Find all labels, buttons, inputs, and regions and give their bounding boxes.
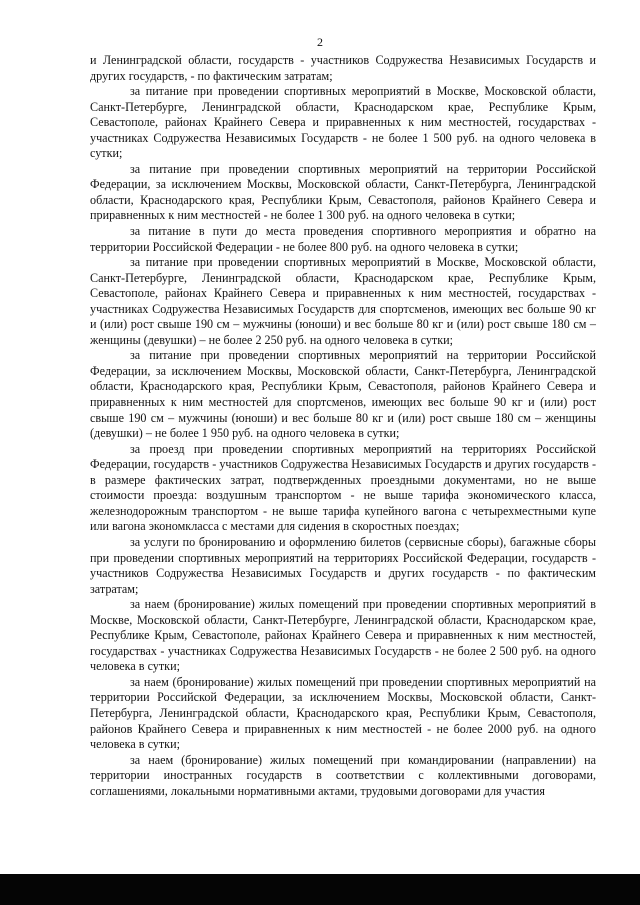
document-body bbox=[90, 53, 596, 799]
paragraph-5: за питание при проведении спортивных мероприятий в Москве, Московской области, Санкт-Петербурге, Ленинградской области, Краснодарском крае, Республике Крым, Севастополе, районах Крайнего Севера и приравненных к ним местностей, государствах - участниках Содружества Независимых Государств для спортсменов, имеющих вес больше 90 кг и (или) рост свыше 190 см – мужчины (юноши) и вес больше 80 кг и (или) рост свыше 180 см – женщины (девушки) – не более 2 250 руб. на одного человека в сутки; bbox=[90, 255, 596, 347]
paragraph-4: за питание в пути до места проведения спортивного мероприятия и обратно на территории Российской Федерации - не более 800 руб. на одного человека в сутки; bbox=[90, 224, 596, 254]
paragraph-3: за питание при проведении спортивных мероприятий на территории Российской Федерации, за исключением Москвы, Московской области, Санкт-Петербурга, Ленинградской области, Краснодарского края, Республики Крым, Севастополя, районов Крайнего Севера и приравненных к ним местностей - не более 1 300 руб. на одного человека в сутки; bbox=[90, 161, 596, 223]
paragraph-10: за наем (бронирование) жилых помещений при проведении спортивных мероприятий на территории Российской Федерации, за исключением Москвы, Московской области, Санкт-Петербурга, Ленинградской области, Краснодарского края, Республики Крым, Севастополя, районов Крайнего Севера и приравненных к ним местностей - не более 2000 руб. на одного человека в сутки; bbox=[90, 674, 596, 752]
paragraph-2: за питание при проведении спортивных мероприятий в Москве, Московской области, Санкт-Петербурге, Ленинградской области, Краснодарском крае, Республике Крым, Севастополе, районах Крайнего Севера и приравненных к ним местностей, государствах - участниках Содружества Независимых Государств - не более 1 500 руб. на одного человека в сутки; bbox=[90, 84, 596, 161]
paragraph-7: за проезд при проведении спортивных мероприятий на территориях Российской Федерации, государств - участников Содружества Независимых Государств и других государств - в размере фактических затрат, подтвержденных проездными документами, но не выше стоимости проезда: воздушным транспортом - не выше тарифа экономического класса, железнодорожным транспортом - не выше тарифа купейного вагона с четырехместными купе или вагона экономкласса с местами для сидения в скоростных поездах; bbox=[90, 441, 596, 534]
scan-bottom-edge bbox=[0, 874, 640, 905]
paragraph-8: за услуги по бронированию и оформлению билетов (сервисные сборы), багажные сборы при проведении спортивных мероприятий на территориях Российской Федерации, государств - участников Содружества Независимых Государств и других государств - по фактическим затратам; bbox=[90, 534, 596, 596]
page-number: 2 bbox=[317, 35, 323, 49]
paragraph-1: и Ленинградской области, государств - участников Содружества Независимых Государств и других государств, - по фактическим затратам; bbox=[90, 53, 596, 83]
paragraph-11: за наем (бронирование) жилых помещений при командировании (направлении) на территории иностранных государств в соответствии с коллективными договорами, соглашениями, локальными нормативными актами, трудовыми договорами для участия bbox=[90, 752, 596, 798]
paragraph-9: за наем (бронирование) жилых помещений при проведении спортивных мероприятий в Москве, Московской области, Санкт-Петербурге, Ленинградской области, Краснодарском крае, Республике Крым, Севастополе, районах Крайнего Севера и приравненных к ним местностей, государствах - участниках Содружества Независимых Государств - не более 2 500 руб. на одного человека в сутки; bbox=[90, 597, 596, 674]
paragraph-6: за питание при проведении спортивных мероприятий на территории Российской Федерации, за исключением Москвы, Московской области, Санкт-Петербурга, Ленинградской области, Краснодарского края, Республики Крым, Севастополя, районов Крайнего Севера и приравненных к ним местностей для спортсменов, имеющих вес больше 90 кг и (или) рост свыше 190 см – мужчины (юноши) и вес больше 80 кг и (или) рост свыше 180 см – женщины (девушки) – не более 1 950 руб. на одного человека в сутки; bbox=[90, 348, 596, 441]
